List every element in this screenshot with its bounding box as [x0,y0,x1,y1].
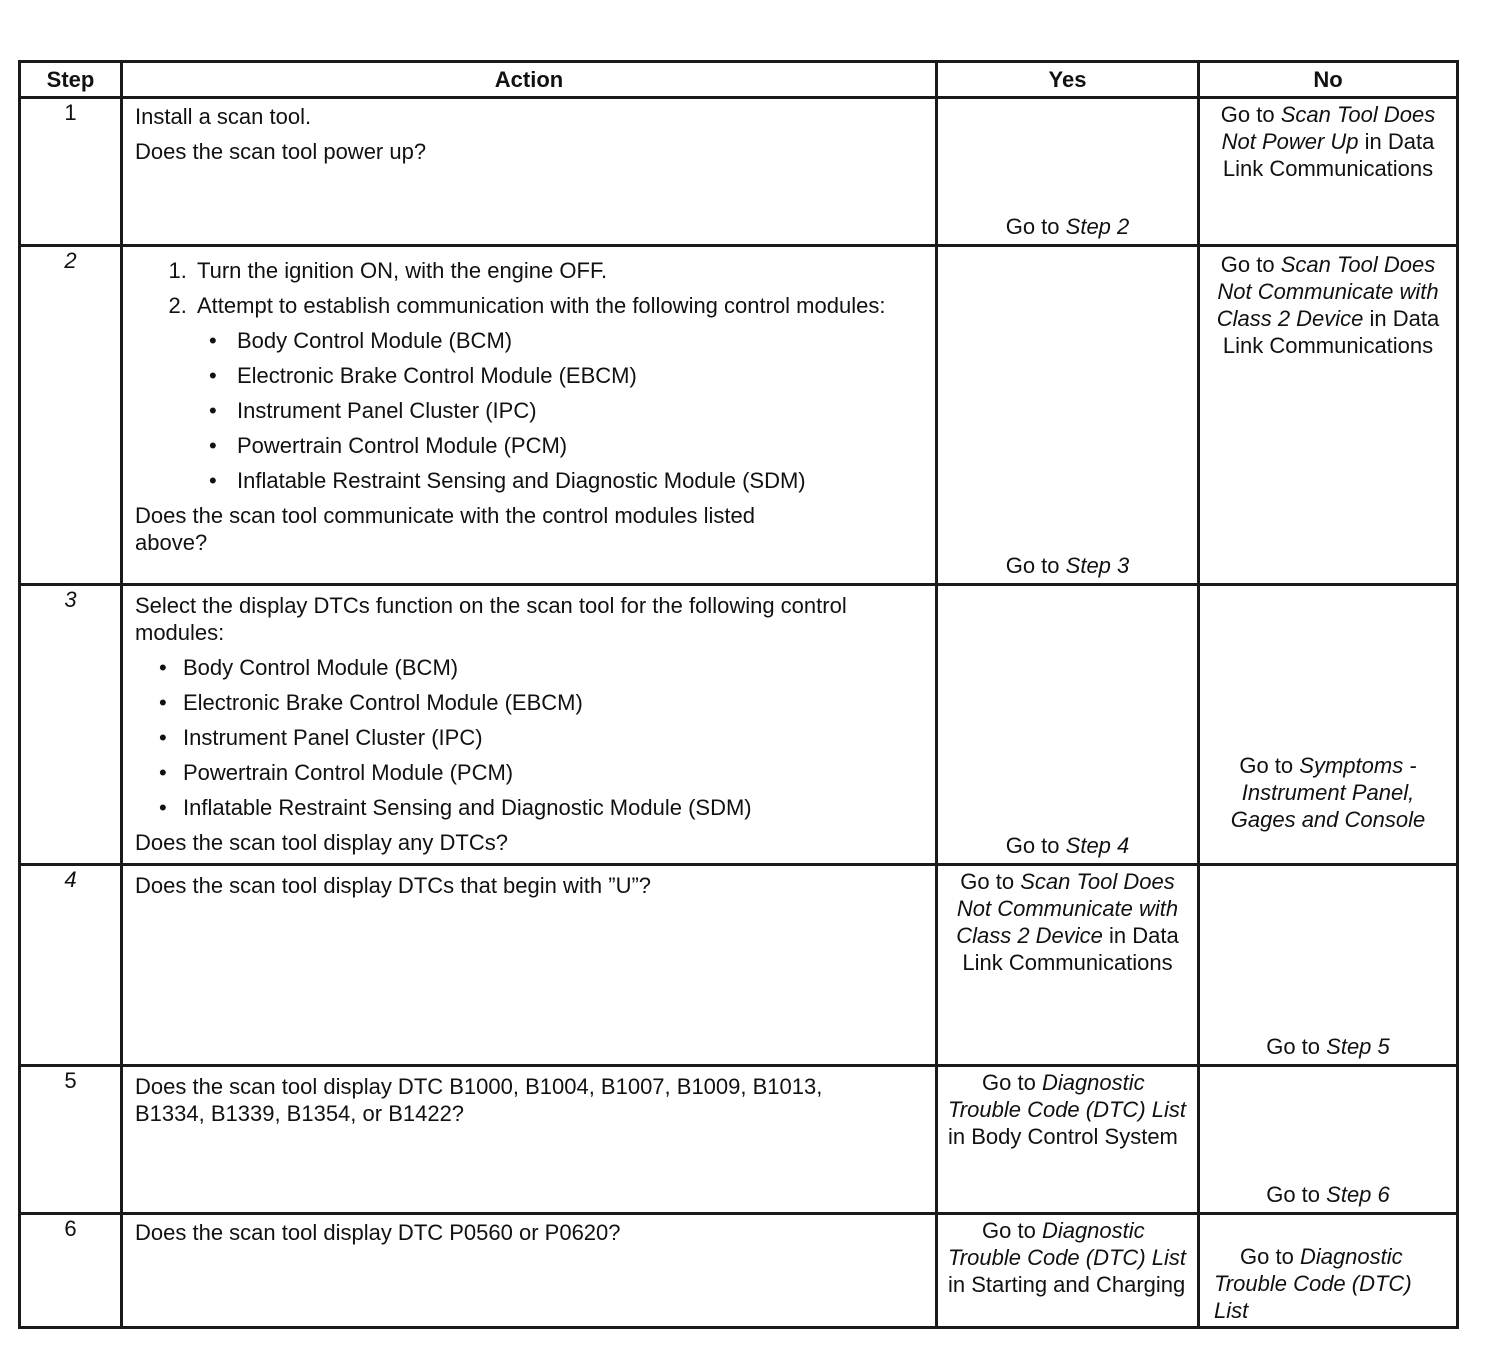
no-cell [1199,865,1458,1066]
header-row [20,62,1458,98]
step-link: Step 6 [1326,1182,1390,1207]
action-cell [122,1066,937,1214]
bullet-item: • Powertrain Control Module (PCM) [233,432,923,459]
step-number: 5 [20,1066,122,1214]
action-cell [122,585,937,865]
no-goto: Go to Step 5 [1266,1034,1390,1059]
step-link: Step 4 [1065,833,1130,858]
numbered-item: 1. Turn the ignition ON, with the engine OFF. [193,257,923,284]
step-number: 3 [20,585,122,865]
step-number: 1 [20,98,122,246]
section-name: Data Link Communications [1222,129,1435,181]
section-name: Data Link Communications [962,923,1179,975]
header-yes: Yes [937,62,1199,98]
yes-goto: Go to Step 2 [1005,214,1130,239]
step-number: 4 [20,865,122,1066]
header-no: No [1199,62,1458,98]
action-question: Does the scan tool display DTCs that begin with ”U”? [135,873,652,898]
yes-goto: Go to Step 4 [1005,833,1130,858]
table-row [20,1214,1458,1328]
yes-cell: Go to Diagnostic Trouble Code (DTC) List in Starting and Charging [937,1214,1199,1328]
yes-cell [937,246,1199,585]
action-cell [122,865,937,1066]
step-number: 6 [20,1214,122,1328]
table-row [20,865,1458,1066]
bullet-item: • Inflatable Restraint Sensing and Diagnostic Module (SDM) [233,467,923,494]
ref-link: Scan Tool Does Not Power Up [1221,102,1436,154]
yes-cell [937,585,1199,865]
numbered-item: 2. Attempt to establish communication with the following control modules: • Body Control Module (BCM) • Electronic Brake Control Module (EBCM) • Instrument Panel Cluster (IPC) • Powertrain Control Module (PCM) • Inflatable Restraint Sensing and Diagnostic Module (SDM) [193,292,923,494]
yes-cell: Go to Scan Tool Does Not Communicate with Class 2 Device in Data Link Communications [937,865,1199,1066]
no-goto: Go to Symptoms - Instrument Panel, Gages and Console [1230,753,1426,832]
action-line: Does the scan tool power up? [135,139,427,164]
header-step: Step [20,62,122,98]
action-question: Does the scan tool communicate with the control modules listed above? [135,503,755,555]
ref-link: Diagnostic Trouble Code (DTC) List [948,1070,1186,1122]
action-line: Install a scan tool. [135,104,312,129]
ref-link: Scan Tool Does Not Communicate with Class 2 Device [956,869,1179,948]
section-name: Body Control System [971,1124,1178,1149]
table-row [20,585,1458,865]
no-cell: Go to Scan Tool Does Not Power Up in Data Link Communications [1199,98,1458,246]
table-row [20,1066,1458,1214]
bullet-item: • Instrument Panel Cluster (IPC) [233,397,923,424]
header-action: Action [122,62,937,98]
ref-link: Diagnostic Trouble Code (DTC) List [1214,1244,1412,1323]
diagnostic-table [18,60,1459,1329]
bullet-item: • Inflatable Restraint Sensing and Diagnostic Module (SDM) [183,794,923,821]
bullet-item: • Instrument Panel Cluster (IPC) [183,724,923,751]
section-name: Data Link Communications [1222,306,1440,358]
step-link: Step 5 [1326,1034,1390,1059]
yes-cell [937,98,1199,246]
step-number: 2 [20,246,122,585]
no-cell: Go to Diagnostic Trouble Code (DTC) List [1199,1214,1458,1328]
bullet-item: • Electronic Brake Control Module (EBCM) [233,362,923,389]
action-cell [122,1214,937,1328]
bullet-item: • Body Control Module (BCM) [233,327,923,354]
step-link: Step 2 [1065,214,1130,239]
ref-link: Symptoms - Instrument Panel, Gages and Console [1230,753,1426,832]
section-name: Starting and Charging [971,1272,1186,1297]
ref-link: Diagnostic Trouble Code (DTC) List [948,1218,1186,1270]
action-cell [122,246,937,585]
no-cell: Go to Scan Tool Does Not Communicate with Class 2 Device in Data Link Communications [1199,246,1458,585]
table-row [20,246,1458,585]
yes-cell: Go to Diagnostic Trouble Code (DTC) List in Body Control System [937,1066,1199,1214]
step-link: Step 3 [1065,553,1130,578]
no-goto: Go to Step 6 [1266,1182,1390,1207]
action-cell [122,98,937,246]
ref-link: Scan Tool Does Not Communicate with Class 2 Device [1216,252,1439,331]
table-row [20,98,1458,246]
action-question: Does the scan tool display DTC P0560 or P0620? [135,1220,621,1245]
action-intro: Select the display DTCs function on the scan tool for the following control modules: [135,593,847,645]
no-cell [1199,1066,1458,1214]
action-question: Does the scan tool display DTC B1000, B1004, B1007, B1009, B1013, B1334, B1339, B1354, or B1422? [135,1074,823,1126]
action-question: Does the scan tool display any DTCs? [135,830,508,855]
bullet-item: • Powertrain Control Module (PCM) [183,759,923,786]
yes-goto: Go to Step 3 [1005,553,1130,578]
no-cell [1199,585,1458,865]
bullet-item: • Body Control Module (BCM) [183,654,923,681]
bullet-item: • Electronic Brake Control Module (EBCM) [183,689,923,716]
